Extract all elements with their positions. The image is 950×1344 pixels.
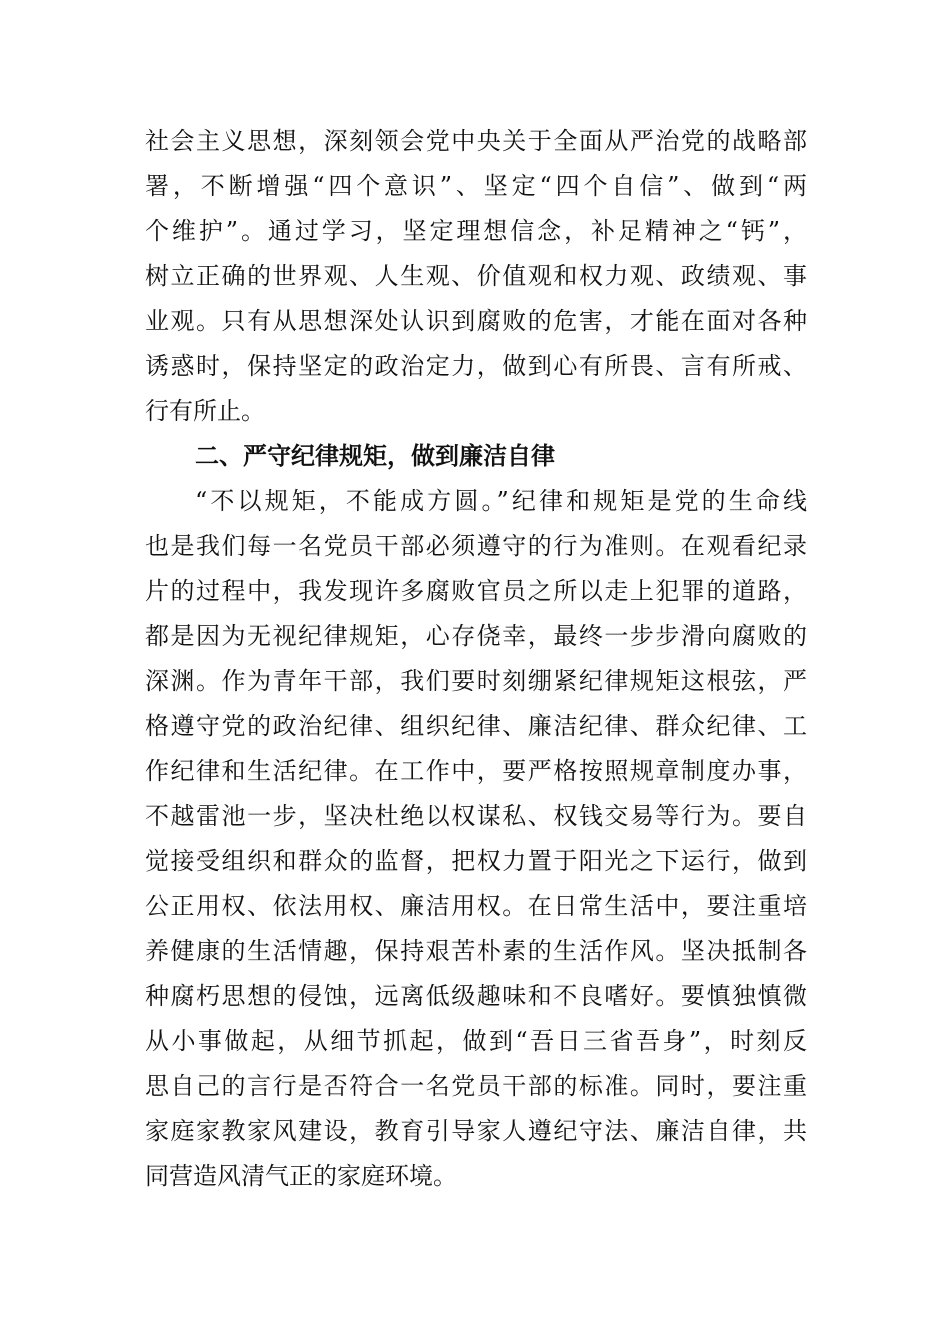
paragraph-line: 种腐朽思想的侵蚀，远离低级趣味和不良嗜好。要慎独慎微 — [145, 982, 807, 1010]
paragraph-line: 觉接受组织和群众的监督，把权力置于阳光之下运行，做到 — [145, 847, 807, 875]
paragraph-line: 树立正确的世界观、人生观、价值观和权力观、政绩观、事 — [145, 262, 807, 290]
paragraph-line: 社会主义思想，深刻领会党中央关于全面从严治党的战略部 — [145, 127, 807, 155]
paragraph-line: 署，不断增强“四个意识”、坚定“四个自信”、做到“两 — [145, 172, 807, 200]
section-heading: 二、严守纪律规矩，做到廉洁自律 — [195, 442, 555, 470]
paragraph-line: 片的过程中，我发现许多腐败官员之所以走上犯罪的道路， — [145, 577, 807, 605]
paragraph-line: 深渊。作为青年干部，我们要时刻绷紧纪律规矩这根弦，严 — [145, 667, 807, 695]
paragraph-line: 个维护”。通过学习，坚定理想信念，补足精神之“钙”， — [145, 217, 807, 245]
paragraph-line: 不越雷池一步，坚决杜绝以权谋私、权钱交易等行为。要自 — [145, 802, 807, 830]
paragraph-line: 公正用权、依法用权、廉洁用权。在日常生活中，要注重培 — [145, 892, 807, 920]
paragraph-line: 作纪律和生活纪律。在工作中，要严格按照规章制度办事， — [145, 757, 807, 785]
paragraph-line: 思自己的言行是否符合一名党员干部的标准。同时，要注重 — [145, 1072, 807, 1100]
paragraph-line: 都是因为无视纪律规矩，心存侥幸，最终一步步滑向腐败的 — [145, 622, 807, 650]
paragraph-line: “不以规矩，不能成方圆。”纪律和规矩是党的生命线 — [195, 487, 807, 515]
paragraph-line: 养健康的生活情趣，保持艰苦朴素的生活作风。坚决抵制各 — [145, 937, 807, 965]
paragraph-line: 格遵守党的政治纪律、组织纪律、廉洁纪律、群众纪律、工 — [145, 712, 807, 740]
paragraph-line: 从小事做起，从细节抓起，做到“吾日三省吾身”，时刻反 — [145, 1027, 807, 1055]
paragraph-line: 行有所止。 — [145, 397, 265, 425]
paragraph-line: 也是我们每一名党员干部必须遵守的行为准则。在观看纪录 — [145, 532, 807, 560]
paragraph-line: 业观。只有从思想深处认识到腐败的危害，才能在面对各种 — [145, 307, 807, 335]
paragraph-line: 家庭家教家风建设，教育引导家人遵纪守法、廉洁自律，共 — [145, 1117, 807, 1145]
paragraph-line: 诱惑时，保持坚定的政治定力，做到心有所畏、言有所戒、 — [145, 352, 807, 380]
paragraph-line: 同营造风清气正的家庭环境。 — [145, 1162, 457, 1190]
